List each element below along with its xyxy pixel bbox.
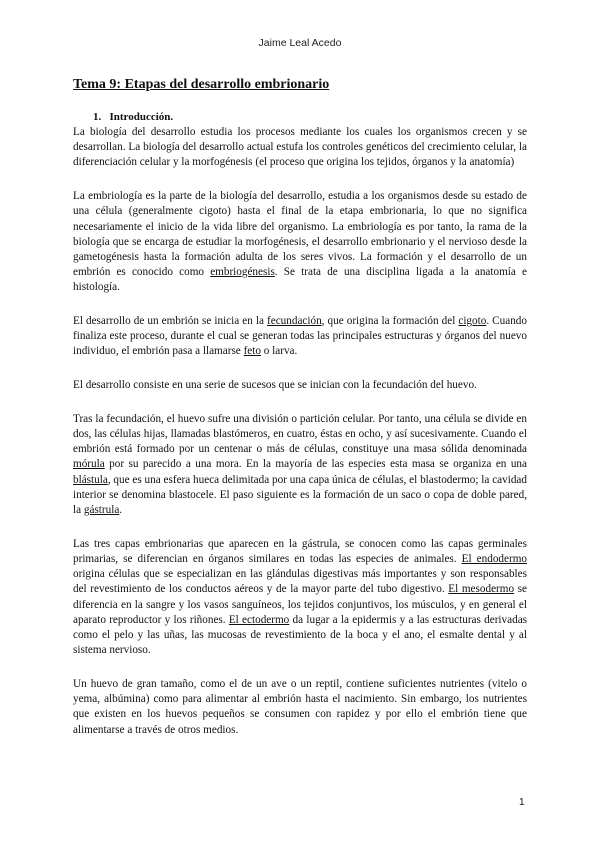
paragraph-text: .	[119, 504, 123, 517]
underlined-term: gástrula	[83, 504, 120, 517]
paragraph	[73, 125, 527, 171]
paragraph-text: Tras la fecundación, el huevo sufre una división o partición celular. Por tanto, una célula se divide en dos, las células hijas, llamadas blastómeros, en cuatro, éstas en ocho, y así sucesivamente. Cuando el embrión está formado por un centenar o más de células, constituye una masa sólida denominada	[73, 412, 527, 456]
paragraph-text: Las tres capas embrionarias que aparecen en la gástrula, se conocen como las capas germinales primarias, se diferencian en órganos similares en todas las especies de animales.	[73, 537, 527, 565]
paragraph-text: La biología del desarrollo estudia los procesos mediante los cuales los organismos crecen y se desarrollan. La biología del desarrollo actual estufa los controles genéticos del crecimiento celular, la diferenciación celular y la morfogénesis (el proceso que origina los tejidos, órganos y la anatomía)	[73, 126, 527, 169]
paragraph-text: El desarrollo de un embrión se inicia en la	[73, 315, 267, 328]
section-heading	[93, 110, 527, 125]
page-header-author: Jaime Leal Acedo	[258, 37, 342, 49]
underlined-term: El endodermo	[461, 552, 527, 565]
paragraph-list	[73, 125, 527, 738]
paragraph-text: por su parecido a una mora. En la mayoría de las especies esta masa se organiza en una	[104, 458, 527, 471]
paragraph-text: da lugar a la epidermis y a las estructuras derivadas como el pelo y las uñas, las mucosas de revestimiento de la boca y el ano, el esmalte dental y al sistema nervioso.	[73, 613, 528, 657]
paragraph-text: se diferencia en la sangre y los vasos sanguíneos, los tejidos conjuntivos, los músculos, y en general el aparato reproductor y los riñones.	[73, 583, 527, 626]
paragraph-text: origina células que se especializan en las glándulas digestivas más importantes y son responsables del revestimiento de los conductos aéreos y de la mayor parte del tubo digestivo.	[73, 568, 527, 596]
paragraph-text: La embriología es la parte de la biología del desarrollo, estudia a los organismos desde su estado de una célula (generalmente cigoto) hasta el final de la etapa embrionaria, lo que no significa necesariamente el inicio de la vida libre del organismo. La embriología es por tanto, la rama de la biología que se encarga de estudiar la morfogénesis, el desarrollo embrionario y el nervioso desde la gametogénesis hasta la formación adulta de los seres vivos. La formación y el desarrollo de un embrión es conocido como	[73, 190, 527, 279]
paragraph	[73, 537, 527, 659]
paragraph	[73, 189, 527, 295]
underlined-term: embriogénesis	[210, 266, 275, 279]
page-number: 1	[519, 797, 525, 808]
section-title: Introducción.	[109, 111, 174, 123]
paragraph-text: , que origina la formación del	[321, 315, 459, 328]
underlined-term: El ectodermo	[228, 613, 290, 626]
paragraph-text: o larva.	[260, 345, 298, 358]
paragraph	[73, 677, 527, 738]
paragraph	[73, 314, 527, 360]
paragraph-text: . Se trata de una disciplina ligada a la anatomía e histología.	[73, 266, 527, 294]
paragraph-text: El desarrollo consiste en una serie de sucesos que se inician con la fecundación del huevo.	[73, 379, 477, 392]
paragraph	[73, 378, 527, 393]
underlined-term: mórula	[73, 458, 105, 471]
document-title: Tema 9: Etapas del desarrollo embrionario	[73, 77, 330, 92]
paragraph-text: . Cuando finaliza este proceso, durante el cual se generan todas las principales estructuras y órganos del nuevo individuo, el embrión pasa a llamarse	[73, 315, 527, 358]
paragraph-text: , que es una esfera hueca delimitada por una capa única de células, el blastodermo; la cavidad interior se denomina blastocele. El paso siguiente es la formación de un saco o copa de doble pared, la	[73, 473, 527, 517]
underlined-term: cigoto	[458, 315, 487, 328]
underlined-term: El mesodermo	[448, 583, 515, 596]
paragraph	[73, 412, 527, 518]
document-body	[73, 76, 527, 756]
underlined-term: feto	[243, 345, 261, 358]
underlined-term: fecundación	[267, 315, 322, 328]
section-number: 1.	[93, 111, 102, 123]
underlined-term: blástula	[73, 473, 108, 486]
paragraph-text: Un huevo de gran tamaño, como el de un ave o un reptil, contiene suficientes nutrientes (vitelo o yema, albúmina) como para alimentar al embrión hasta el nacimiento. Sin embargo, los nutrientes que existen en los huevos pequeños se consumen con rapidez y por ello el embrión tiene que alimentarse a través de otros medios.	[73, 677, 527, 736]
